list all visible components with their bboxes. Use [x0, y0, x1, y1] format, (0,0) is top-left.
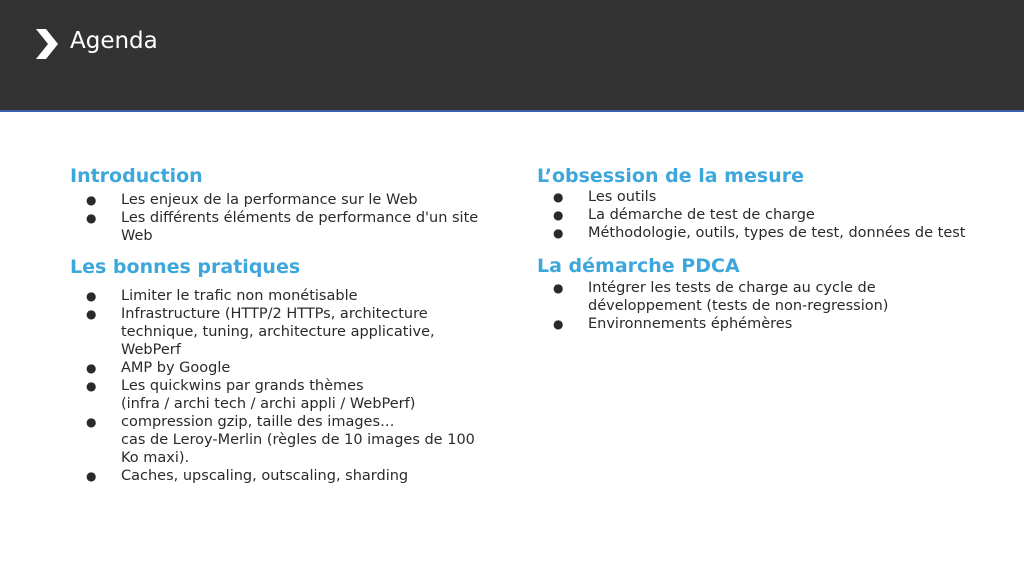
bullet-icon: ● — [553, 226, 564, 240]
list-item: ● Les quickwins par grands thèmes (infra / archi tech / archi appli / WebPerf) — [70, 377, 490, 413]
slide-header — [0, 0, 1024, 112]
list-item: ● Les enjeux de la performance sur le Web — [86, 192, 418, 208]
list-item: ● Les différents éléments de performance d'un site Web — [86, 210, 479, 244]
list-item: ● Intégrer les tests de charge au cycle de développement (tests de non-regression) — [553, 280, 889, 314]
section-bonnes-pratiques — [70, 255, 490, 485]
list-item: ● AMP by Google — [86, 360, 231, 376]
bullet-icon: ● — [553, 281, 564, 295]
bullet-icon: ● — [86, 193, 97, 207]
list-item: ● Environnements éphémères — [553, 316, 793, 332]
bullet-icon: ● — [86, 379, 97, 393]
left-column — [70, 164, 490, 485]
section-demarche-pdca — [537, 254, 977, 333]
bullet-icon: ● — [86, 289, 97, 303]
bullet-icon: ● — [86, 469, 97, 483]
bullet-list — [537, 188, 977, 242]
bullet-icon: ● — [86, 361, 97, 375]
section-introduction — [70, 164, 490, 245]
bullet-icon: ● — [86, 211, 97, 225]
section-obsession-mesure — [537, 164, 977, 242]
list-item: ● compression gzip, taille des images… cas de Leroy-Merlin (règles de 10 images de 100 Ko maxi). — [70, 413, 490, 467]
slide-title: Agenda — [70, 28, 158, 54]
bullet-list — [70, 287, 490, 485]
section-title: Les bonnes pratiques — [70, 256, 301, 278]
bullet-icon: ● — [553, 208, 564, 222]
section-title: L’obsession de la mesure — [537, 165, 804, 187]
section-title: Introduction — [70, 165, 203, 187]
list-item-detail: (infra / archi tech / archi appli / WebPerf) — [121, 396, 416, 412]
list-item: ● Caches, upscaling, outscaling, sharding — [86, 468, 409, 484]
right-column — [537, 164, 977, 333]
chevron-right-icon — [36, 29, 58, 59]
list-item: ● Les outils — [553, 189, 657, 205]
section-title: La démarche PDCA — [537, 255, 740, 277]
bullet-icon: ● — [553, 190, 564, 204]
list-item: ● La démarche de test de charge — [553, 207, 815, 223]
list-item: ● Méthodologie, outils, types de test, données de test — [553, 225, 966, 241]
bullet-list — [70, 191, 490, 245]
bullet-icon: ● — [553, 317, 564, 331]
list-item: ● Limiter le trafic non monétisable — [86, 288, 358, 304]
list-item-detail: cas de Leroy-Merlin (règles de 10 images de 100 Ko maxi). — [121, 432, 475, 466]
list-item: ● Infrastructure (HTTP/2 HTTPs, architecture technique, tuning, architecture applicative, WebPerf — [86, 306, 435, 358]
bullet-icon: ● — [86, 307, 97, 321]
bullet-list — [537, 279, 977, 333]
bullet-icon: ● — [86, 415, 97, 429]
